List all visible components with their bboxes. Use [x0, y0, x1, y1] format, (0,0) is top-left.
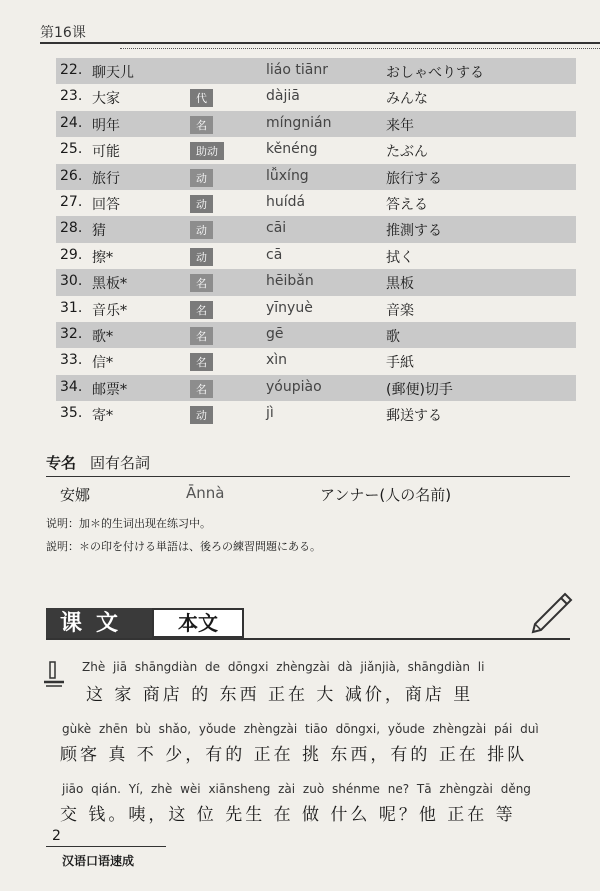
vocab-word: 擦*	[92, 249, 113, 266]
proper-label-cn: 专名	[46, 454, 77, 472]
vocab-number: 23.	[60, 88, 83, 105]
proper-word: 安娜	[60, 486, 91, 504]
section-heading	[46, 608, 244, 638]
vocab-row	[56, 190, 576, 216]
vocab-meaning: たぶん	[386, 144, 428, 161]
vocab-word: 邮票*	[92, 381, 127, 398]
vocab-pinyin: liáo tiānr	[266, 62, 328, 78]
vocab-part-of-speech: 名	[190, 274, 213, 292]
vocab-number: 27.	[60, 193, 83, 210]
note-chinese: 说明：加＊的生词出现在练习中。	[46, 517, 211, 530]
vocab-number: 30.	[60, 273, 83, 290]
vocab-row	[56, 111, 576, 137]
proper-noun-heading	[46, 452, 150, 473]
lesson-label: 第16课	[40, 25, 86, 41]
vocab-row	[56, 296, 576, 322]
vocab-row	[56, 348, 576, 374]
text-line-2-chinese: 顾客 真 不 少，有的 正在 挑 东西，有的 正在 排队	[60, 745, 528, 765]
vocab-number: 31.	[60, 299, 83, 316]
vocab-number: 29.	[60, 246, 83, 263]
vocab-meaning: (郵便)切手	[386, 381, 453, 398]
vocab-row	[56, 375, 576, 401]
vocab-pinyin: míngnián	[266, 114, 332, 131]
header-rule	[40, 42, 600, 44]
vocab-word: 音乐*	[92, 302, 127, 319]
vocab-row	[56, 137, 576, 163]
vocab-part-of-speech: 名	[190, 353, 213, 371]
vocab-word: 大家	[92, 91, 120, 108]
vocab-row	[56, 243, 576, 269]
vocabulary-list	[56, 58, 576, 427]
vocab-pinyin: lǚxíng	[266, 167, 309, 184]
vocab-meaning: 来年	[386, 117, 414, 134]
text-line-3-pinyin: jiāo qián. Yí, zhè wèi xiānsheng zài zuò shénme ne? Tā zhèngzài děng	[62, 782, 531, 796]
text-line-3-chinese: 交 钱。咦，这 位 先生 在 做 什么 呢？他 正在 等	[60, 805, 516, 825]
vocab-part-of-speech: 名	[190, 327, 213, 345]
vocab-meaning: 手紙	[386, 355, 414, 372]
vocab-pinyin: hēibǎn	[266, 273, 314, 290]
vocab-row	[56, 58, 576, 84]
vocab-pinyin: dàjiā	[266, 88, 300, 105]
vocab-meaning: みんな	[386, 91, 428, 108]
vocab-pinyin: xìn	[266, 352, 288, 369]
vocab-word: 回答	[92, 196, 120, 213]
vocab-word: 明年	[92, 117, 120, 134]
proper-pinyin: Ānnà	[186, 484, 225, 502]
vocab-pinyin: yīnyuè	[266, 299, 313, 316]
section-title-jp: 本文	[152, 608, 244, 638]
vocab-row	[56, 401, 576, 427]
vocab-number: 22.	[60, 62, 83, 78]
vocab-pinyin: yóupiào	[266, 378, 322, 395]
vocab-meaning: 答える	[386, 196, 428, 213]
pencil-icon	[525, 590, 575, 640]
vocab-pinyin: cā	[266, 246, 283, 263]
page-number: 2	[52, 828, 61, 844]
header-dotted-rule	[120, 48, 600, 49]
vocab-part-of-speech: 动	[190, 406, 213, 424]
vocab-number: 34.	[60, 378, 83, 395]
vocab-number: 28.	[60, 220, 83, 237]
vocab-row	[56, 164, 576, 190]
vocab-pinyin: cāi	[266, 220, 287, 237]
vocab-meaning: おしゃべりする	[386, 65, 484, 81]
vocab-word: 聊天儿	[92, 65, 134, 81]
vocab-pinyin: jì	[266, 405, 274, 422]
text-line-1-pinyin: Zhè jiā shāngdiàn de dōngxi zhèngzài dà jiǎnjià, shāngdiàn li	[82, 660, 485, 674]
book-title: 汉语口语速成	[62, 854, 135, 868]
vocab-number: 32.	[60, 325, 83, 342]
vocab-row	[56, 216, 576, 242]
vocab-row	[56, 269, 576, 295]
vocab-row	[56, 322, 576, 348]
vocab-meaning: 郵送する	[386, 408, 442, 425]
vocab-part-of-speech: 名	[190, 116, 213, 134]
note-japanese: 説明：＊の印を付ける単語は、後ろの練習問題にある。	[46, 540, 321, 553]
vocab-meaning: 音楽	[386, 302, 414, 319]
vocab-word: 可能	[92, 144, 120, 161]
vocab-meaning: 旅行する	[386, 170, 442, 187]
text-line-1-chinese: 这 家 商店 的 东西 正在 大 减价，商店 里	[86, 685, 474, 705]
proper-meaning: アンナー(人の名前)	[320, 486, 452, 504]
section-title-cn: 课文	[46, 608, 152, 638]
reading-icon	[40, 660, 68, 688]
vocab-word: 猜	[92, 223, 106, 240]
vocab-part-of-speech: 动	[190, 221, 213, 239]
proper-label-jp: 固有名詞	[90, 454, 151, 472]
vocab-pinyin: huídá	[266, 193, 306, 210]
vocab-number: 24.	[60, 114, 83, 131]
vocab-row	[56, 84, 576, 110]
vocab-meaning: 拭く	[386, 249, 414, 266]
vocab-number: 35.	[60, 405, 83, 422]
vocab-meaning: 推測する	[386, 223, 442, 240]
vocab-part-of-speech: 动	[190, 248, 213, 266]
proper-rule	[46, 476, 570, 477]
vocab-pinyin: gē	[266, 325, 284, 342]
vocab-meaning: 歌	[386, 328, 400, 345]
vocab-word: 旅行	[92, 170, 120, 187]
vocab-part-of-speech: 代	[190, 89, 213, 107]
vocab-part-of-speech: 动	[190, 169, 213, 187]
vocab-pinyin: kěnéng	[266, 141, 318, 158]
vocab-part-of-speech: 动	[190, 195, 213, 213]
vocab-word: 寄*	[92, 408, 113, 425]
vocab-word: 黑板*	[92, 276, 127, 293]
vocab-meaning: 黒板	[386, 276, 414, 293]
vocab-part-of-speech: 助动	[190, 142, 224, 160]
vocab-word: 歌*	[92, 328, 113, 345]
section-rule	[46, 638, 570, 640]
vocab-part-of-speech: 名	[190, 301, 213, 319]
vocab-part-of-speech: 名	[190, 380, 213, 398]
vocab-number: 33.	[60, 352, 83, 369]
text-line-2-pinyin: gùkè zhēn bù shǎo, yǒude zhèngzài tiāo dōngxi, yǒude zhèngzài pái duì	[62, 722, 539, 736]
vocab-number: 26.	[60, 167, 83, 184]
footer-rule	[46, 846, 166, 847]
vocab-number: 25.	[60, 141, 83, 158]
vocab-word: 信*	[92, 355, 113, 372]
